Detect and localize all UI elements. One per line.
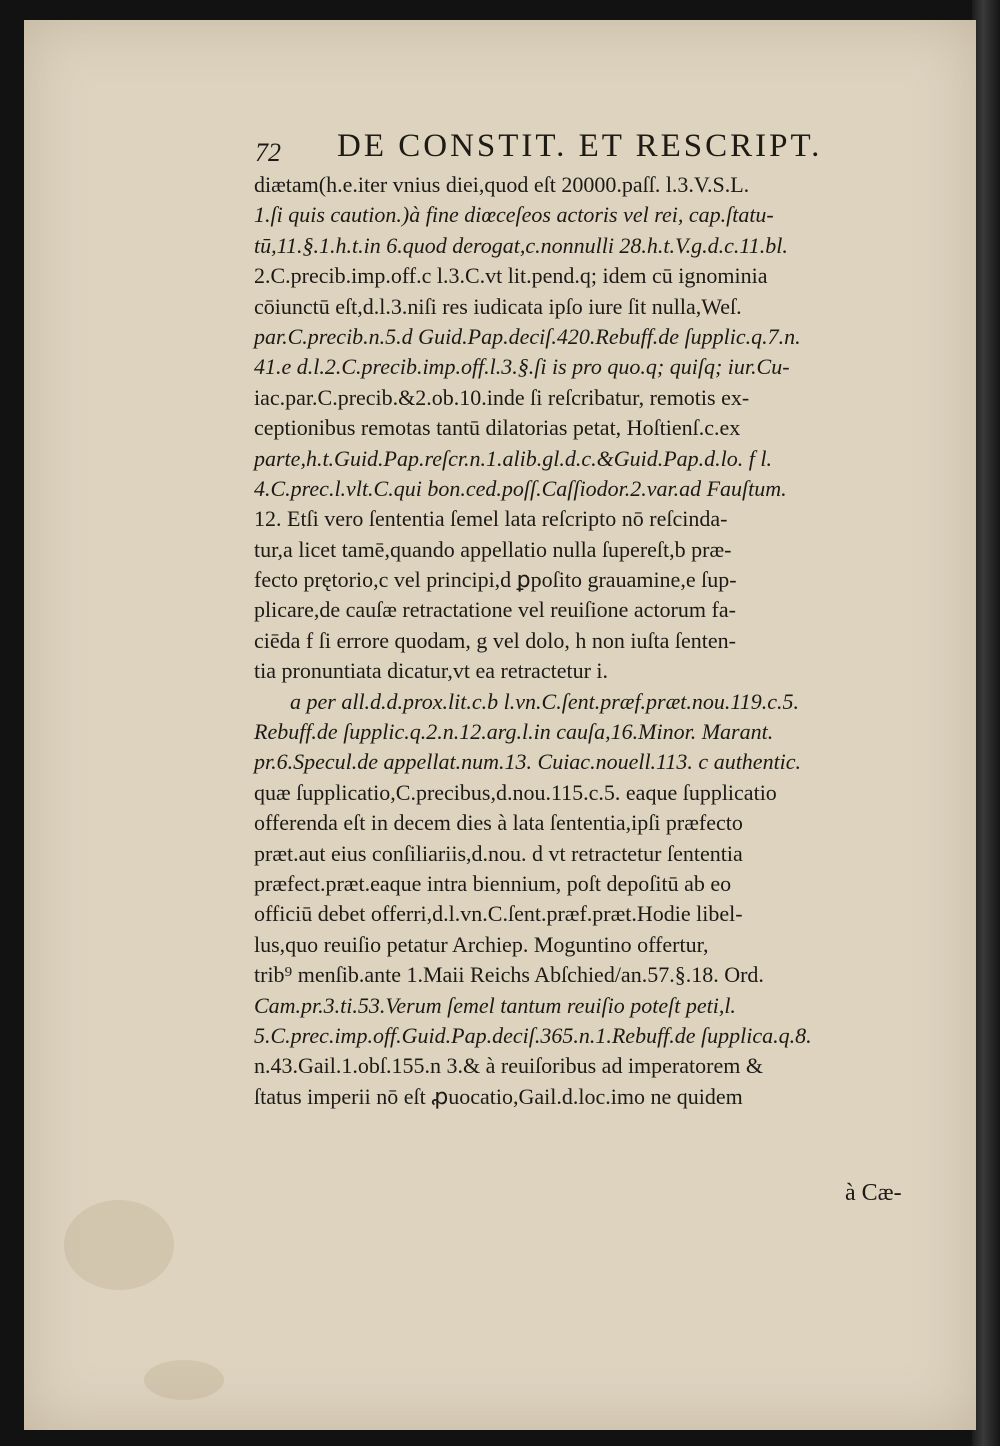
text-line: tia pronuntiata dicatur,vt ea retractetur i. bbox=[254, 658, 609, 684]
paper-stain bbox=[144, 1360, 224, 1400]
text-line: parte,h.t.Guid.Pap.reſcr.n.1.alib.gl.d.c.&Guid.Pap.d.lo. f l. bbox=[254, 445, 772, 471]
text-line: tur,a licet tamē,quando appellatio nulla ſupereſt,b præ- bbox=[254, 536, 732, 562]
text-line: diætam(h.e.iter vnius diei,quod eſt 20000.paſſ. l.3.V.S.L. bbox=[254, 172, 750, 197]
footnote-line: præfect.præt.eaque intra biennium, poſt depoſitū ab eo bbox=[254, 870, 732, 896]
footnote-line: 5.C.prec.imp.off.Guid.Pap.deciſ.365.n.1.Rebuff.de ſupplica.q.8. bbox=[254, 1022, 812, 1048]
text-line: 4.C.prec.l.vlt.C.qui bon.ced.poſſ.Caſſiodor.2.var.ad Fauſtum. bbox=[254, 475, 787, 501]
text-line: 2.C.precib.imp.off.c l.3.C.vt lit.pend.q; idem cū ignominia bbox=[254, 263, 768, 289]
footnote-line: Cam.pr.3.ti.53.Verum ſemel tantum reuiſio poteſt peti,l. bbox=[254, 992, 736, 1018]
book-gutter bbox=[972, 0, 1000, 1446]
text-line: 1.ſi quis caution.)à fine diœceſeos actoris vel rei, cap.ſtatu- bbox=[254, 202, 774, 228]
footnote-line: trib⁹ menſib.ante 1.Maii Reichs Abſchied/an.57.§.18. Ord. bbox=[254, 962, 764, 988]
text-line: ceptionibus remotas tantū dilatorias petat, Hoſtienſ.c.ex bbox=[254, 415, 741, 441]
text-body bbox=[254, 170, 926, 1112]
footnote-line: Rebuff.de ſupplic.q.2.n.12.arg.l.in cauſa,16.Minor. Marant. bbox=[254, 719, 774, 745]
text-line: 12. Etſi vero ſententia ſemel lata reſcripto nō reſcinda- bbox=[254, 506, 728, 532]
text-line: iac.par.C.precib.&2.ob.10.inde ſi reſcribatur, remotis ex- bbox=[254, 384, 750, 410]
page-number: 72 bbox=[255, 138, 281, 167]
footnote-line: ſtatus imperii nō eſt ꝓuocatio,Gail.d.loc.imo ne quidem bbox=[254, 1083, 743, 1109]
footnote-line: præt.aut eius conſiliariis,d.nou. d vt retractetur ſententia bbox=[254, 840, 743, 866]
text-line: plicare,de cauſæ retractatione vel reuiſione actorum fa- bbox=[254, 597, 736, 623]
text-line: 41.e d.l.2.C.precib.imp.off.l.3.§.ſi is pro quo.q; quiſq; iur.Cu- bbox=[254, 354, 790, 380]
footnote-line: quæ ſupplicatio,C.precibus,d.nou.115.c.5. eaque ſupplicatio bbox=[254, 779, 777, 805]
text-line: tū,11.§.1.h.t.in 6.quod derogat,c.nonnulli 28.h.t.V.g.d.c.11.bl. bbox=[254, 232, 788, 258]
text-line: fecto prętorio,c vel principi,d ꝑpoſito grauamine,e ſup- bbox=[254, 567, 737, 593]
footnote-line: a per all.d.d.prox.lit.c.b l.vn.C.ſent.præf.præt.nou.119.c.5. bbox=[290, 688, 800, 714]
footnote-line: pr.6.Specul.de appellat.num.13. Cuiac.nouell.113. c authentic. bbox=[254, 749, 802, 775]
text-line: ciēda f ſi errore quodam, g vel dolo, h non iuſta ſenten- bbox=[254, 627, 737, 653]
paper-stain bbox=[64, 1200, 174, 1290]
text-line: par.C.precib.n.5.d Guid.Pap.deciſ.420.Rebuff.de ſupplic.q.7.n. bbox=[254, 323, 801, 349]
page-header bbox=[255, 128, 895, 176]
running-title: DE CONSTIT. ET RESCRIPT. bbox=[337, 128, 823, 164]
footnote-line: officiū debet offerri,d.l.vn.C.ſent.præf.præt.Hodie libel- bbox=[254, 901, 743, 927]
text-line: cōiunctū eſt,d.l.3.niſi res iudicata ipſo iure ſit nulla,Weſ. bbox=[254, 293, 742, 319]
footnote-line: offerenda eſt in decem dies à lata ſententia,ipſi præfecto bbox=[254, 810, 743, 836]
footnote-line: lus,quo reuiſio petatur Archiep. Moguntino offertur, bbox=[254, 931, 709, 957]
footnote-line: n.43.Gail.1.obſ.155.n 3.& à reuiſoribus ad imperatorem & bbox=[254, 1053, 763, 1079]
catchword: à Cæ- bbox=[845, 1180, 902, 1206]
